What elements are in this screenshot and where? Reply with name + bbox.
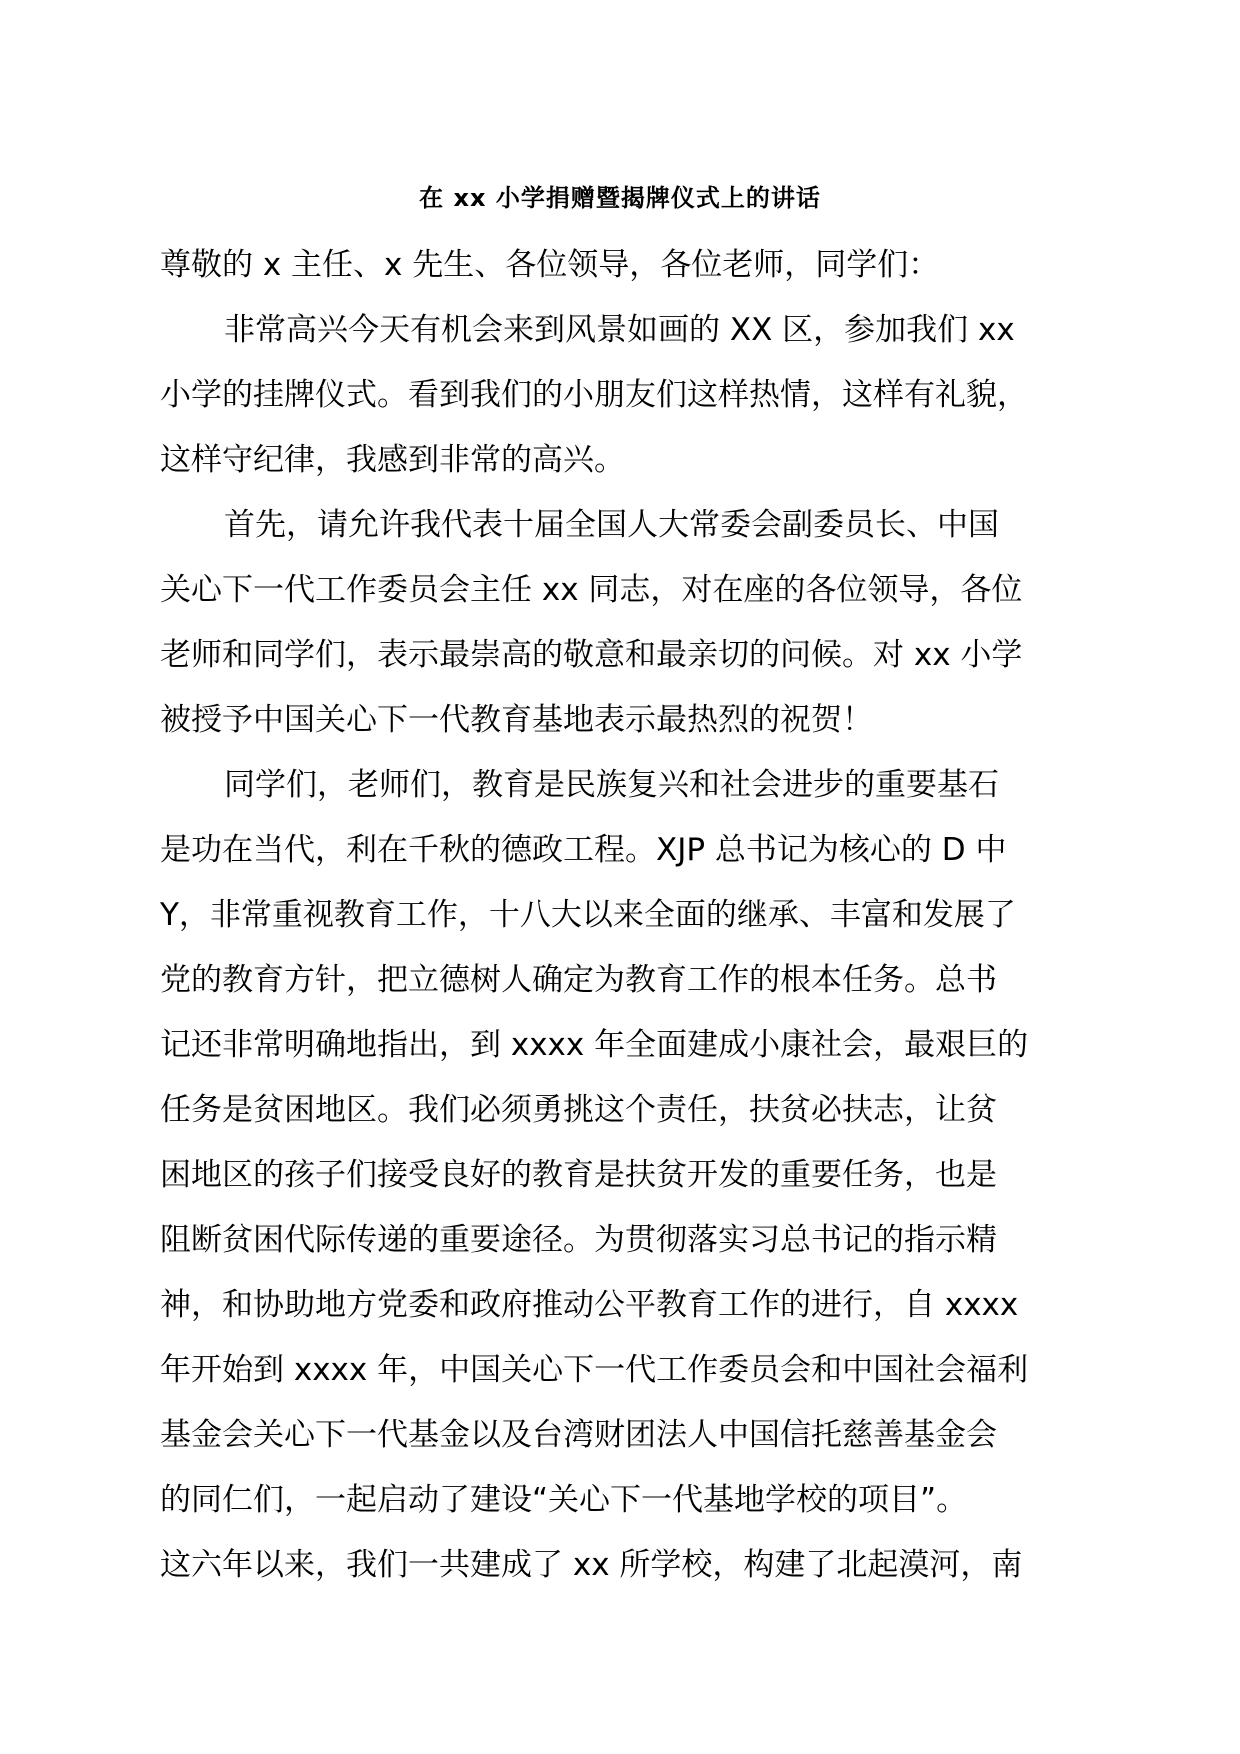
document-title: 在 xx 小学捐赠暨揭牌仪式上的讲话 bbox=[419, 184, 821, 212]
paragraph-line: 首先，请允许我代表十届全国人大常委会副委员长、中国 bbox=[224, 507, 999, 543]
paragraph-line: 这样守纪律，我感到非常的高兴。 bbox=[160, 442, 625, 478]
paragraph-line: 的同仁们，一起启动了建设“关心下一代基地学校的项目”。 bbox=[160, 1482, 968, 1518]
document-body bbox=[160, 233, 1120, 1598]
paragraph-line: 困地区的孩子们接受良好的教育是扶贫开发的重要任务，也是 bbox=[160, 1157, 997, 1193]
paragraph-line: 这六年以来，我们一共建成了 xx 所学校，构建了北起漠河，南 bbox=[160, 1547, 1023, 1583]
paragraph-line: 非常高兴今天有机会来到风景如画的 XX 区，参加我们 xx bbox=[224, 312, 1015, 348]
paragraph-line: 老师和同学们，表示最崇高的敬意和最亲切的问候。对 xx 小学 bbox=[160, 637, 1023, 673]
paragraph-line: 被授予中国关心下一代教育基地表示最热烈的祝贺！ bbox=[160, 702, 873, 738]
paragraph-line: 神，和协助地方党委和政府推动公平教育工作的进行，自 xxxx bbox=[160, 1287, 1019, 1323]
paragraph-line: 任务是贫困地区。我们必须勇挑这个责任，扶贫必扶志，让贫 bbox=[160, 1092, 997, 1128]
salutation-line: 尊敬的 x 主任、x 先生、各位领导，各位老师，同学们： bbox=[160, 247, 940, 283]
paragraph-line: 同学们，老师们，教育是民族复兴和社会进步的重要基石 bbox=[224, 767, 999, 803]
paragraph-line: Y，非常重视教育工作，十八大以来全面的继承、丰富和发展了 bbox=[160, 897, 1016, 933]
paragraph-line: 是功在当代，利在千秋的德政工程。XJP 总书记为核心的 D 中 bbox=[160, 832, 1007, 868]
paragraph-line: 年开始到 xxxx 年，中国关心下一代工作委员会和中国社会福利 bbox=[160, 1352, 1029, 1388]
paragraph-line: 党的教育方针，把立德树人确定为教育工作的根本任务。总书 bbox=[160, 962, 997, 998]
paragraph-line: 阻断贫困代际传递的重要途径。为贯彻落实习总书记的指示精 bbox=[160, 1222, 997, 1258]
paragraph-line: 基金会关心下一代基金以及台湾财团法人中国信托慈善基金会 bbox=[160, 1417, 997, 1453]
paragraph-line: 关心下一代工作委员会主任 xx 同志，对在座的各位领导，各位 bbox=[160, 572, 1023, 608]
paragraph-line: 小学的挂牌仪式。看到我们的小朋友们这样热情，这样有礼貌， bbox=[160, 377, 1028, 413]
paragraph-line: 记还非常明确地指出，到 xxxx 年全面建成小康社会，最艰巨的 bbox=[160, 1027, 1029, 1063]
